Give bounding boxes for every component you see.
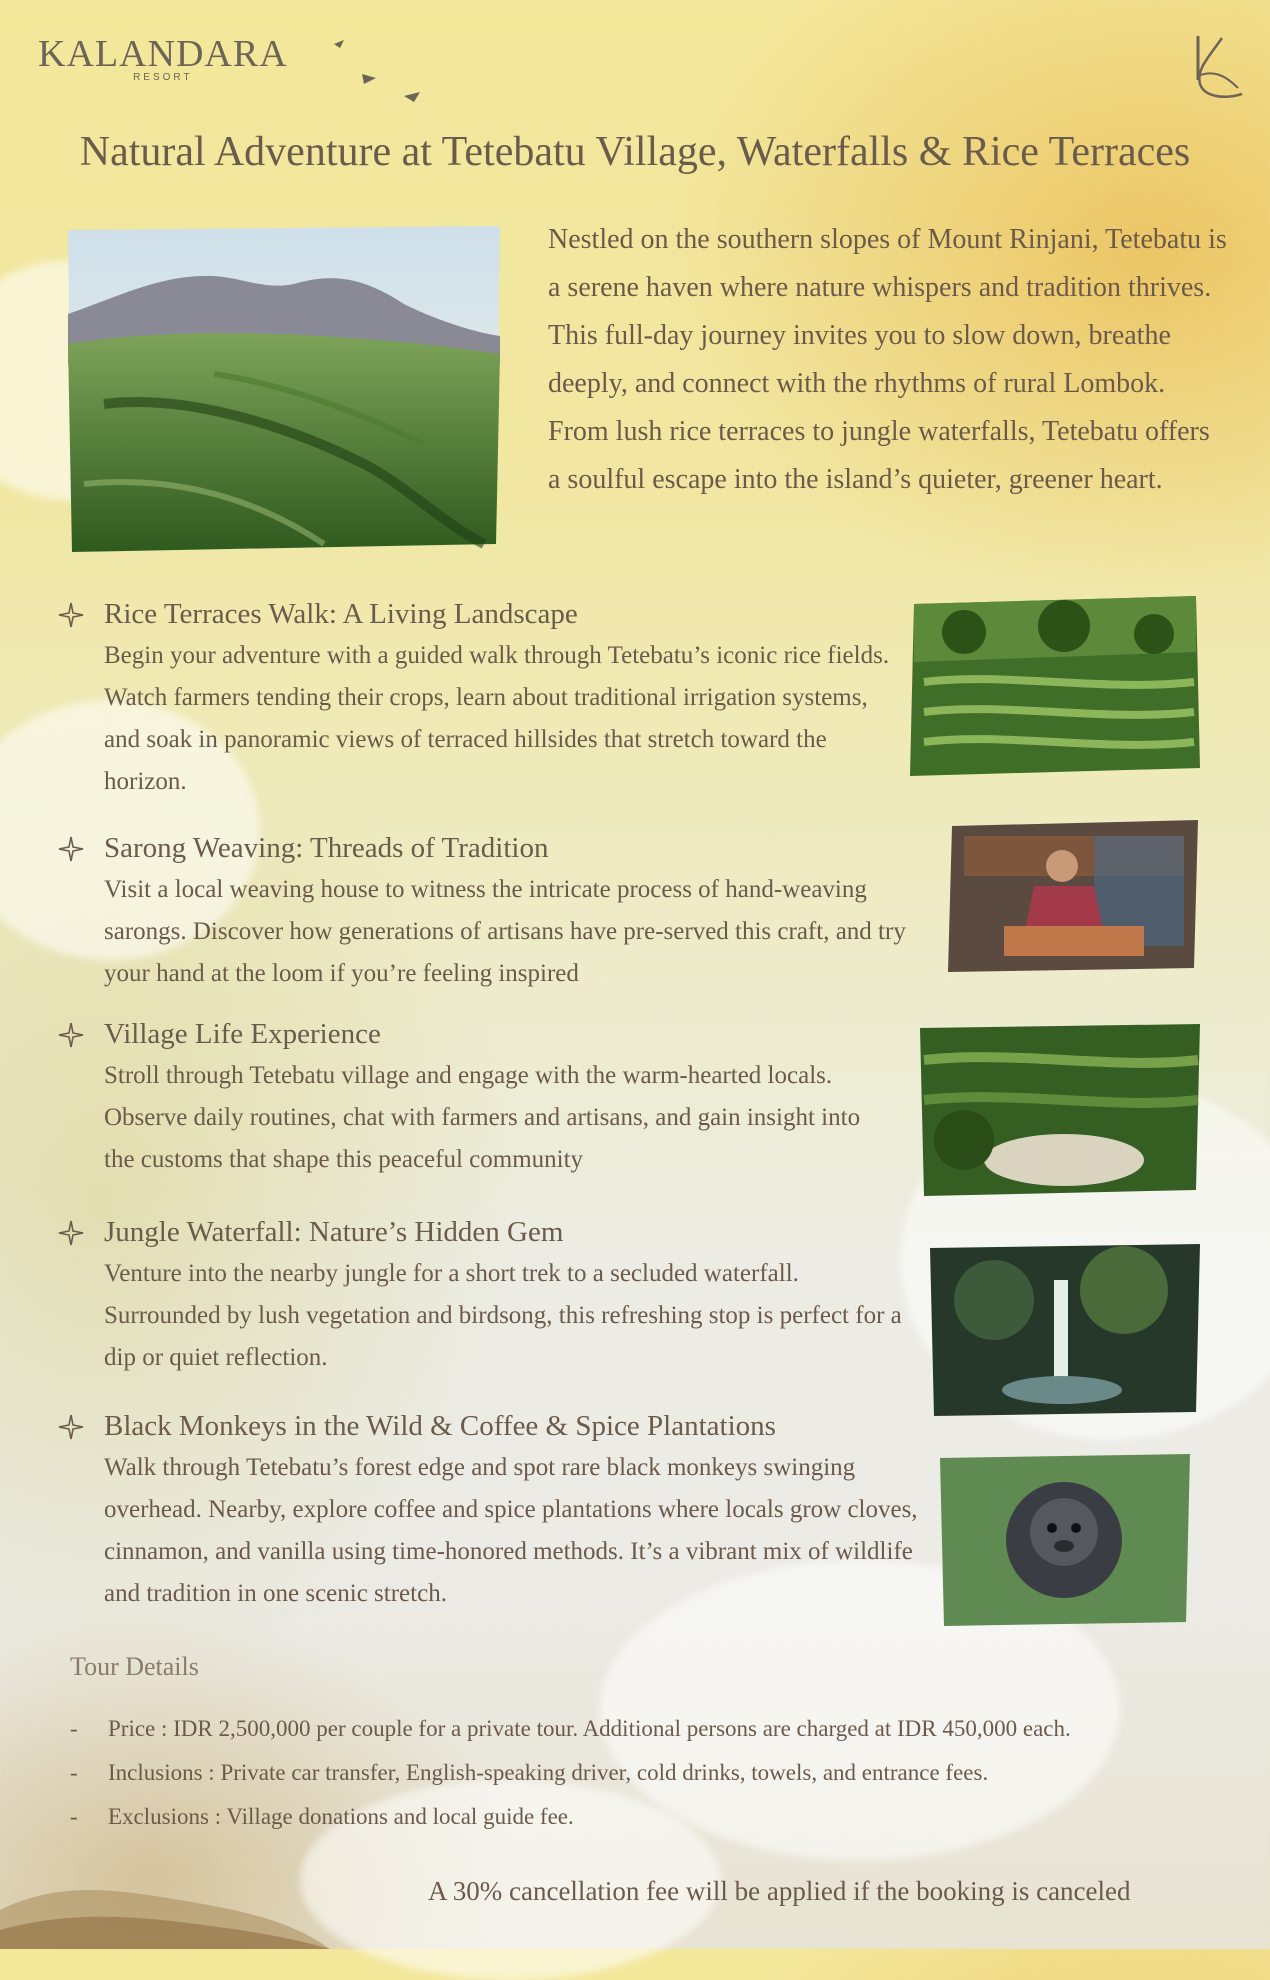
detail-inclusions xyxy=(70,1760,988,1786)
section-heading: Black Monkeys in the Wild & Coffee & Spice Plantations xyxy=(104,1410,776,1442)
bullet-dash: - xyxy=(70,1804,78,1829)
waterfall-photo xyxy=(924,1240,1204,1420)
section-sarong-weaving xyxy=(58,832,938,995)
detail-price xyxy=(70,1716,1071,1742)
detail-text: Inclusions : Private car transfer, English-speaking driver, cold drinks, towels, and entrance fees. xyxy=(108,1760,989,1785)
four-point-star-icon xyxy=(58,602,84,628)
four-point-star-icon xyxy=(58,836,84,862)
detail-text: Exclusions : Village donations and local guide fee. xyxy=(108,1804,574,1829)
section-heading: Village Life Experience xyxy=(104,1018,381,1050)
brand-logo xyxy=(38,32,288,83)
section-body: Venture into the nearby jungle for a short trek to a secluded waterfall. Surrounded by lush vegetation and birdsong, this refreshing stop is perfect for a dip or quiet reflection. xyxy=(104,1260,902,1371)
tour-details-title: Tour Details xyxy=(70,1652,199,1681)
brand-name: KALANDARA xyxy=(38,33,288,75)
decorative-dots xyxy=(0,1870,330,1949)
page-title: Natural Adventure at Tetebatu Village, Waterfalls & Rice Terraces xyxy=(79,129,1191,175)
rice-terraces-photo xyxy=(904,592,1204,782)
section-heading: Sarong Weaving: Threads of Tradition xyxy=(104,832,549,864)
section-body: Begin your adventure with a guided walk through Tetebatu’s iconic rice fields. Watch farmers tending their crops, learn about traditional irrigation systems, and soak in panoramic views of terraced hillsides that stretch toward the horizon. xyxy=(104,642,890,795)
section-heading: Jungle Waterfall: Nature’s Hidden Gem xyxy=(104,1216,564,1248)
section-heading: Rice Terraces Walk: A Living Landscape xyxy=(104,598,578,630)
detail-exclusions xyxy=(70,1804,574,1830)
brand-subtitle: RESORT xyxy=(133,72,193,83)
intro-paragraph: Nestled on the southern slopes of Mount Rinjani, Tetebatu is a serene haven where nature whispers and tradition thrives. This full-day journey invites you to slow down, breathe deeply, and connect with the rhythms of rural Lombok. From lush rice terraces to jungle waterfalls, Tetebatu offers a soulful escape into the island’s quieter, greener heart. xyxy=(548,224,1227,495)
weaving-photo xyxy=(944,816,1204,976)
section-body: Walk through Tetebatu’s forest edge and spot rare black monkeys swinging overhead. Nearby, explore coffee and spice plantations where locals grow cloves, cinnamon, and vanilla using time-honored methods. It’s a vibrant mix of wildlife and tradition in one scenic stretch. xyxy=(104,1454,918,1607)
birds-icon xyxy=(320,30,440,110)
k-monogram-icon xyxy=(1178,30,1248,110)
bullet-dash: - xyxy=(70,1760,78,1785)
section-black-monkeys xyxy=(58,1410,918,1615)
section-body: Stroll through Tetebatu village and engage with the warm-hearted locals. Observe daily routines, chat with farmers and artisans, and gain insight into the customs that shape this peaceful community xyxy=(104,1062,861,1173)
four-point-star-icon xyxy=(58,1220,84,1246)
section-rice-terraces xyxy=(58,598,898,803)
section-body: Visit a local weaving house to witness the intricate process of hand-weaving sarongs. Discover how generations of artisans have pre-served this craft, and try your hand at the loom if you’re feeling inspired xyxy=(104,876,906,987)
four-point-star-icon xyxy=(58,1022,84,1048)
four-point-star-icon xyxy=(58,1414,84,1440)
cancellation-note: A 30% cancellation fee will be applied if the booking is canceled xyxy=(428,1876,1131,1906)
bullet-dash: - xyxy=(70,1716,78,1741)
hero-mountain-rice-fields-image xyxy=(64,224,504,556)
black-monkey-photo xyxy=(934,1450,1194,1630)
section-jungle-waterfall xyxy=(58,1216,918,1379)
village-fields-photo xyxy=(914,1020,1204,1200)
section-village-life xyxy=(58,1018,878,1181)
detail-text: Price : IDR 2,500,000 per couple for a private tour. Additional persons are charged at IDR 450,000 each. xyxy=(108,1716,1071,1741)
